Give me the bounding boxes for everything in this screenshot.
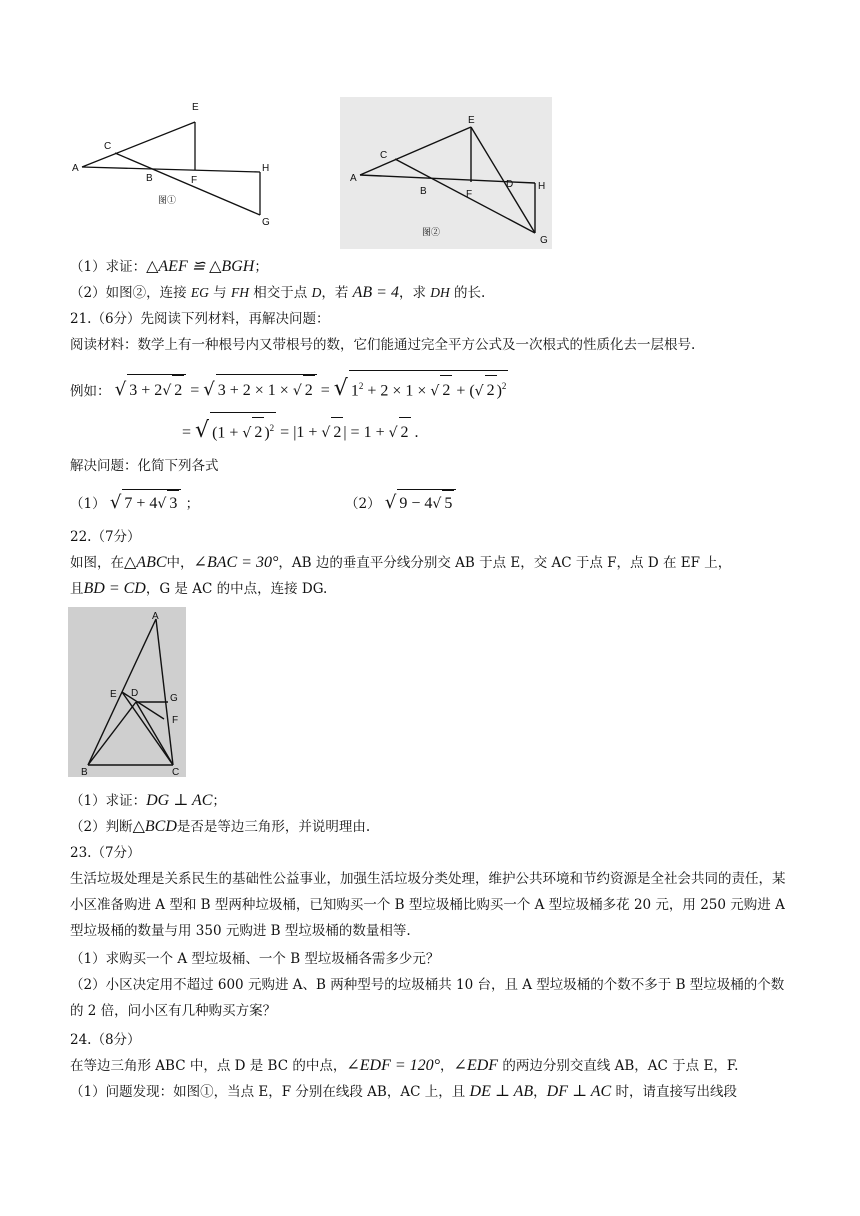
label-b: B [146,173,153,184]
text: 且 [70,581,84,597]
label-f: F [466,189,473,200]
q23-part-1: （1）求购买一个 A 型垃圾桶、一个 B 型垃圾桶各需多少元？ [70,951,440,967]
text: D [311,285,322,300]
label-a: A [72,163,79,174]
q22-text-1 [70,553,731,573]
label-e: E [110,689,117,700]
figure-2 [340,97,552,249]
text: ； [185,496,200,512]
q22-part-1 [70,791,226,811]
q21-example-line-2: = √ (1 + √ 2 )$^2$ = |1 + √ 2 | = 1 + √ 2 . [182,412,419,442]
text: DF ⊥ AC [546,1083,612,1100]
figure-2-caption: 图② [422,227,441,237]
text: 如图，在 [70,555,124,571]
text: ； [212,793,226,809]
text: 是否是等边三角形，并说明理由. [176,819,371,835]
text: 与 [208,285,231,301]
q20-p1-suffix: ； [254,259,268,275]
text: ，若 [321,285,353,301]
text: ∠EDF [453,1057,499,1074]
q23-header: 23.（7分） [70,845,141,861]
label-g: G [540,235,548,246]
q23-part-2: （2）小区决定用不超过 600 元购进 A、B 两种型号的垃圾桶共 10 台，且 A 型垃圾桶的个数不多于 B 型垃圾桶的个数的 2 倍，问小区有几种购买方案？ [70,977,785,1019]
text: 的长. [449,285,486,301]
figure-3-diagram [68,607,186,777]
text: （2）判断 [70,819,133,835]
q21-example-line-1: 例如： √ 3 + 2√ 2 = √ 3 + 2 × 1 × √ 2 = √ $1^2 + 2 \times 1$ × √ 2 + (√ 2 )$^2$ [70,370,508,400]
label-g: G [170,693,178,704]
label-d: D [131,688,139,699]
text: DG ⊥ AC [146,792,213,809]
q22-part-2 [70,817,370,837]
figure-2-diagram [340,97,552,249]
text: BD = CD [83,580,146,597]
text: ， [533,1084,547,1100]
text: ， [440,1058,454,1074]
figure-1-diagram [70,95,285,235]
text: △ABC [124,554,167,571]
q20-p1-prefix: （1）求证： [70,259,147,275]
figure-3 [68,607,186,777]
text: （1）问题发现：如图①，当点 E，F 分别在线段 AB，AC 上，且 [70,1084,470,1100]
label-f: F [172,715,179,726]
label-c: C [380,150,388,161]
text: 相交于点 [248,285,312,301]
label-f: F [191,175,198,186]
label-b: B [81,767,88,777]
text: 时，请直接写出线段 [611,1084,737,1100]
q23-text: 生活垃圾处理是关系民生的基础性公益事业，加强生活垃圾分类处理，维护公共环境和节约资源是全社会共同的责任，某小区准备购进 A 型和 B 型两种垃圾桶，已知购买一个 B 型垃圾桶比购买一个 A 型垃圾桶多花 20 元，用 250 元购进 A 型垃圾桶的数量与用 350 元购进 B 型垃圾桶的数量相等. [70,871,786,939]
q21-example-label: 例如： [70,383,111,400]
label-b: B [420,186,427,197]
q22-text-2 [70,579,327,599]
text: ，求 [398,285,431,301]
text: （2） [345,496,381,512]
text: ，AB 边的垂直平分线分别交 AB 于点 E，交 AC 于点 F，点 D 在 EF 上， [278,555,732,571]
label-g: G [262,217,270,228]
q20-p1-math: △AEF ≌ △BGH [146,258,255,275]
text: （1）求证： [70,793,147,809]
q21-material: 阅读材料：数学上有一种根号内又带根号的数，它们能通过完全平方公式及一次根式的性质化去一层根号. [70,337,696,353]
label-d: D [506,179,514,190]
label-e: E [468,115,475,126]
q21-part-1: （1） √ 7 + 4√ 3 ； [70,489,199,515]
label-c: C [172,767,180,777]
text: △BCD [132,818,177,835]
text: DE ⊥ AB [469,1083,534,1100]
q20-part-1 [70,257,268,277]
label-c: C [104,141,112,152]
q22-header: 22.（7分） [70,529,141,545]
text: （1） [70,496,106,512]
q21-header: 21.（6分）先阅读下列材料，再解决问题： [70,311,330,327]
q21-part-2: （2） √ 9 − 4√ 5 [345,489,456,515]
text: ∠EDF = 120° [346,1057,441,1074]
text: ，G 是 AC 的中点，连接 DG. [145,581,328,597]
q24-header: 24.（8分） [70,1032,141,1048]
q24-text [70,1056,738,1076]
q20-part-2 [70,283,485,303]
text: （2）如图②，连接 [70,285,191,301]
label-a: A [152,611,159,622]
label-a: A [350,173,357,184]
text: 的两边分别交直线 AB，AC 于点 E，F. [498,1058,739,1074]
figure-1-caption: 图① [158,195,177,205]
label-h: H [262,163,270,174]
q24-part-1 [70,1082,737,1102]
text: FH [230,285,249,300]
label-e: E [192,102,199,113]
figure-1 [70,95,285,235]
text: AB = 4 [352,284,399,301]
text: 在等边三角形 ABC 中，点 D 是 BC 的中点， [70,1058,347,1074]
text: EG [190,285,209,300]
q21-solve-label: 解决问题：化简下列各式 [70,458,219,474]
text: 中， [166,555,194,571]
text: DH [430,285,450,300]
text: ∠BAC = 30° [193,554,279,571]
label-h: H [538,181,546,192]
